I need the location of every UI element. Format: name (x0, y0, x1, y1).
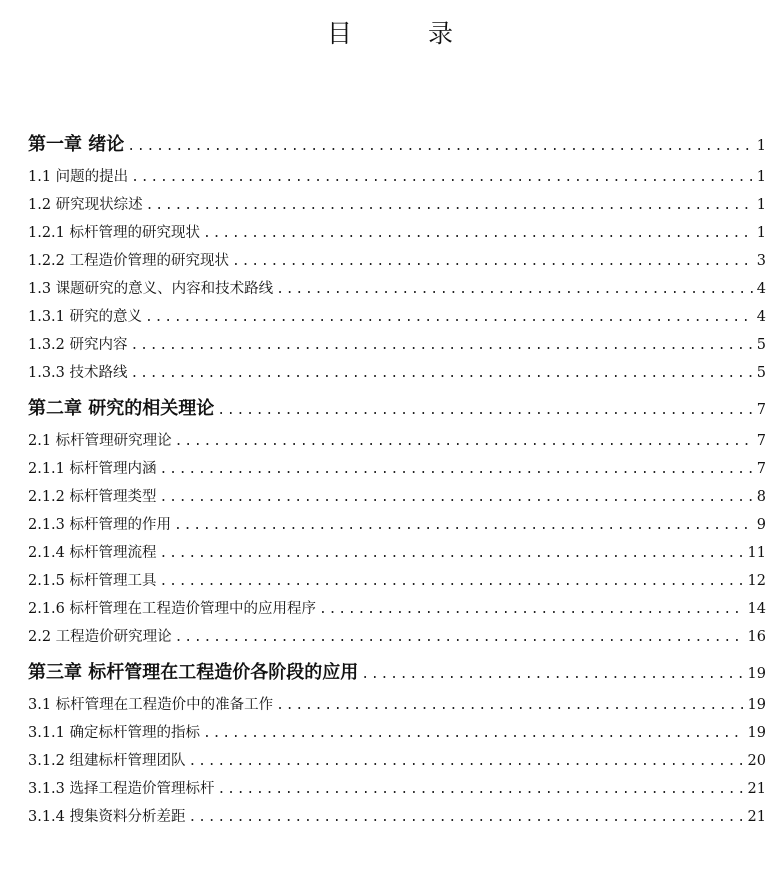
toc-leader-dots (146, 192, 753, 220)
toc-entry-label: 3.1.1 确定标杆管理的指标 (28, 725, 201, 741)
toc-leader-dots (174, 512, 753, 540)
toc-entry-page-number: 12 (747, 573, 766, 589)
toc-leader-dots (232, 248, 753, 276)
toc-entry-page-number: 7 (756, 461, 766, 477)
toc-entry-label: 2.1.6 标杆管理在工程造价管理中的应用程序 (28, 601, 317, 617)
toc-entry-label: 第二章 研究的相关理论 (28, 398, 215, 419)
toc-entry-label: 3.1.2 组建标杆管理团队 (28, 753, 186, 769)
toc-entry-label: 3.1.4 搜集资料分析差距 (28, 809, 186, 825)
toc-entry-page-number: 19 (747, 697, 766, 713)
toc-entry-page-number: 9 (756, 517, 766, 533)
toc-entry-label: 2.1 标杆管理研究理论 (28, 433, 172, 449)
toc-leader-dots (160, 540, 745, 568)
toc-entry-label: 1.3 课题研究的意义、内容和技术路线 (28, 281, 274, 297)
toc-section-entry[interactable] (28, 331, 766, 359)
toc-section-entry[interactable] (28, 595, 766, 623)
toc-entry-label: 3.1.3 选择工程造价管理标杆 (28, 781, 215, 797)
toc-section-entry[interactable] (28, 691, 766, 719)
toc-leader-dots (217, 393, 753, 429)
toc-entry-page-number: 3 (756, 253, 766, 269)
toc-section-entry[interactable] (28, 803, 766, 831)
toc-entry-label: 2.1.1 标杆管理内涵 (28, 461, 157, 477)
toc-section-entry[interactable] (28, 567, 766, 595)
toc-entry-page-number: 16 (747, 629, 766, 645)
toc-entry-page-number: 1 (756, 169, 766, 185)
table-of-contents (28, 123, 766, 831)
toc-section-entry[interactable] (28, 191, 766, 219)
toc-entry-label: 2.1.5 标杆管理工具 (28, 573, 157, 589)
toc-entry-label: 3.1 标杆管理在工程造价中的准备工作 (28, 697, 274, 713)
toc-entry-label: 第一章 绪论 (28, 134, 125, 155)
toc-leader-dots (175, 624, 745, 652)
toc-chapter-entry[interactable] (28, 391, 766, 427)
toc-entry-label: 1.3.2 研究内容 (28, 337, 128, 353)
page-title: 目 录 (327, 19, 487, 48)
toc-entry-page-number: 19 (747, 725, 766, 741)
toc-entry-page-number: 7 (756, 402, 766, 418)
toc-entry-label: 1.3.1 研究的意义 (28, 309, 143, 325)
toc-section-entry[interactable] (28, 275, 766, 303)
toc-leader-dots (189, 748, 745, 776)
toc-entry-page-number: 20 (747, 753, 766, 769)
toc-section-entry[interactable] (28, 219, 766, 247)
toc-entry-label: 1.1 问题的提出 (28, 169, 129, 185)
toc-leader-dots (160, 456, 753, 484)
toc-entry-page-number: 1 (756, 225, 766, 241)
toc-section-entry[interactable] (28, 747, 766, 775)
toc-section-entry[interactable] (28, 539, 766, 567)
toc-entry-page-number: 1 (756, 138, 766, 154)
toc-leader-dots (127, 129, 753, 165)
toc-entry-page-number: 21 (747, 809, 766, 825)
toc-section-entry[interactable] (28, 303, 766, 331)
toc-entry-label: 1.3.3 技术路线 (28, 365, 128, 381)
toc-entry-label: 2.1.2 标杆管理类型 (28, 489, 157, 505)
toc-chapter-entry[interactable] (28, 655, 766, 691)
toc-entry-label: 2.1.3 标杆管理的作用 (28, 517, 172, 533)
toc-leader-dots (131, 360, 753, 388)
toc-entry-page-number: 4 (756, 309, 766, 325)
toc-leader-dots (131, 332, 753, 360)
toc-section-entry[interactable] (28, 427, 766, 455)
toc-leader-dots (319, 596, 745, 624)
toc-entry-page-number: 7 (756, 433, 766, 449)
toc-leader-dots (276, 276, 753, 304)
toc-entry-label: 2.2 工程造价研究理论 (28, 629, 172, 645)
toc-entry-page-number: 19 (747, 666, 766, 682)
toc-leader-dots (160, 568, 745, 596)
toc-entry-page-number: 5 (756, 365, 766, 381)
toc-entry-label: 2.1.4 标杆管理流程 (28, 545, 157, 561)
toc-section-entry[interactable] (28, 623, 766, 651)
toc-section-entry[interactable] (28, 455, 766, 483)
toc-entry-label: 1.2.1 标杆管理的研究现状 (28, 225, 201, 241)
toc-leader-dots (276, 692, 744, 720)
toc-entry-label: 1.2.2 工程造价管理的研究现状 (28, 253, 230, 269)
toc-section-entry[interactable] (28, 483, 766, 511)
toc-entry-label: 第三章 标杆管理在工程造价各阶段的应用 (28, 662, 359, 683)
toc-leader-dots (131, 164, 753, 192)
toc-leader-dots (203, 220, 753, 248)
toc-section-entry[interactable] (28, 775, 766, 803)
toc-leader-dots (203, 720, 745, 748)
toc-entry-page-number: 11 (747, 545, 766, 561)
toc-leader-dots (145, 304, 753, 332)
toc-leader-dots (160, 484, 753, 512)
toc-entry-page-number: 1 (756, 197, 766, 213)
toc-section-entry[interactable] (28, 359, 766, 387)
toc-section-entry[interactable] (28, 511, 766, 539)
toc-entry-page-number: 14 (747, 601, 766, 617)
toc-chapter-entry[interactable] (28, 127, 766, 163)
toc-section-entry[interactable] (28, 163, 766, 191)
toc-entry-page-number: 21 (747, 781, 766, 797)
toc-section-entry[interactable] (28, 247, 766, 275)
toc-leader-dots (361, 657, 744, 693)
toc-leader-dots (189, 804, 745, 832)
toc-section-entry[interactable] (28, 719, 766, 747)
toc-entry-page-number: 4 (756, 281, 766, 297)
toc-entry-label: 1.2 研究现状综述 (28, 197, 143, 213)
toc-entry-page-number: 5 (756, 337, 766, 353)
toc-entry-page-number: 8 (756, 489, 766, 505)
toc-leader-dots (218, 776, 745, 804)
toc-leader-dots (175, 428, 753, 456)
